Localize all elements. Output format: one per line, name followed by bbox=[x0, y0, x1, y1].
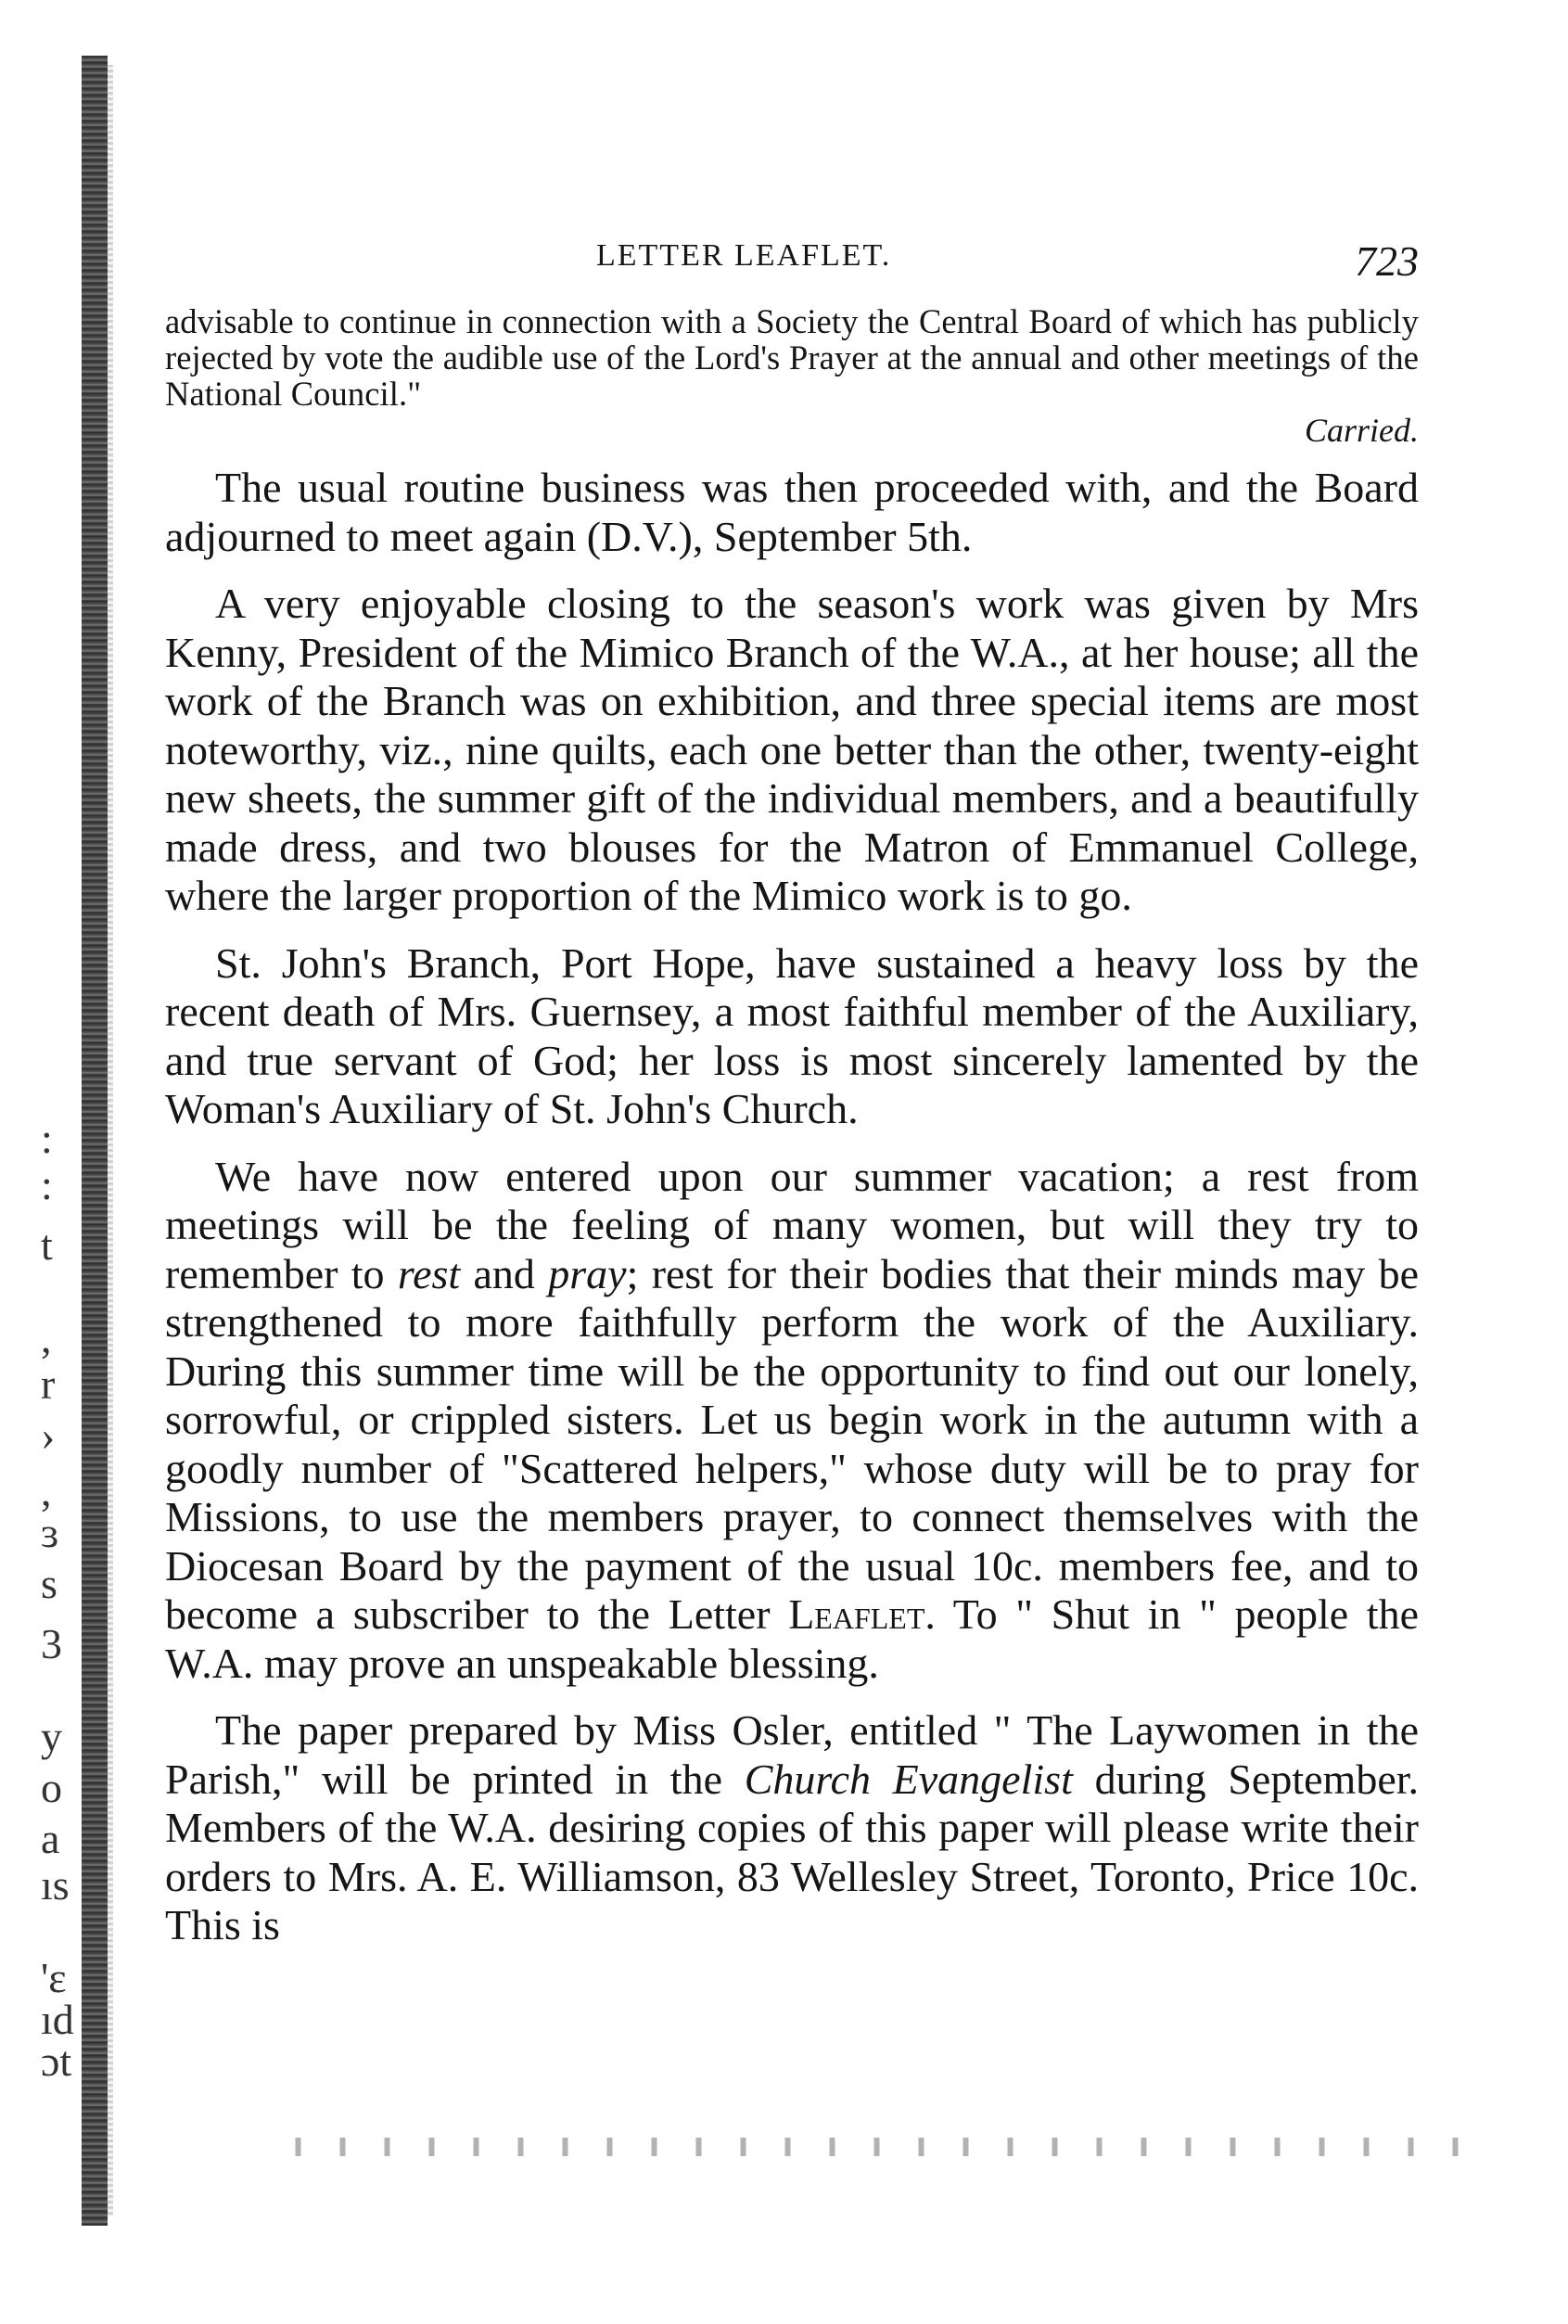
text-run: ; rest for their bodies that their minds may be strengthened to more faithfully perform the work of the Auxiliary. During this summer time will be the opportunity to find out our lonely, sorrowful, or crippled sisters. Let us begin work in the autumn with a goodly number of "Scattered helpers," whose duty will be to pray for Missions, to use the members prayer, to connect themselves with the Diocesan Board by the payment of the usual 10c. members fee, and to become a subscriber to the Letter bbox=[165, 1249, 1420, 1638]
running-title: LETTER LEAFLET. bbox=[596, 238, 892, 273]
margin-letter: , bbox=[41, 1467, 52, 1514]
margin-letter: t bbox=[41, 1221, 53, 1269]
paragraph-routine-business: The usual routine business was then proceeded with, and the Board adjourned to meet again (D.V.), September 5th. bbox=[165, 464, 1419, 560]
resolution-quote: advisable to continue in connection with a Society the Central Board of which has publicly rejected by vote the audible use of the Lord's Prayer at the annual and other meetings of the National Council." bbox=[165, 302, 1419, 413]
margin-letter: r bbox=[41, 1360, 56, 1408]
text-run: To " Shut in " people the W.A. may prove an unspeakable blessing. bbox=[165, 1590, 1420, 1687]
paragraph-miss-osler-paper bbox=[165, 1706, 1419, 1950]
page-number: 723 bbox=[1355, 237, 1419, 285]
paragraph-mimico-branch: A very enjoyable closing to the season's work was given by Mrs Kenny, President of the Mimico Branch of the W.A., at her house; all the work of the Branch was on exhibition, and three special items are most noteworthy, viz., nine quilts, each one better than the other, twenty-eight new sheets, the summer gift of the individual members, and a beautifully made dress, and two blouses for the Matron of Emmanuel College, where the larger proportion of the Mimico work is to go. bbox=[165, 580, 1419, 919]
paragraph-st-johns-branch: St. John's Branch, Port Hope, have sustained a heavy loss by the recent death of Mrs. Guernsey, a most faithful member of the Auxiliary, and true servant of God; her loss is most sincerely lamented by the Woman's Auxiliary of St. John's Church. bbox=[165, 939, 1419, 1132]
text-run-italic: rest bbox=[397, 1249, 461, 1297]
text-run: during September. Members of the W.A. desiring copies of this paper will please write their orders to Mrs. A. E. Williamson, 83 Wellesley Street, Toronto, Price 10c. This is bbox=[165, 1755, 1420, 1948]
paragraph-summer-vacation bbox=[165, 1153, 1419, 1689]
margin-letter: : bbox=[41, 1115, 53, 1162]
gutter-edge bbox=[108, 65, 113, 2216]
margin-letter: 'ɛ bbox=[41, 1954, 67, 2001]
margin-letter: y bbox=[41, 1713, 62, 1760]
text-run: We have now entered upon our summer vacation; a rest from meetings will be the feeling of many women, but will they try to remember to bbox=[165, 1152, 1419, 1297]
margin-letter: o bbox=[41, 1764, 62, 1811]
text-run: and bbox=[473, 1249, 535, 1297]
text-run-smallcaps: Leaflet. bbox=[788, 1590, 936, 1638]
margin-letter: ıs bbox=[41, 1861, 70, 1909]
page-body bbox=[165, 236, 1419, 1950]
margin-letter: ɔt bbox=[41, 2037, 72, 2085]
text-run-italic: Church Evangelist bbox=[744, 1755, 1073, 1803]
margin-letter: s bbox=[41, 1560, 57, 1607]
running-header bbox=[165, 236, 1419, 292]
scan-noise-footer bbox=[278, 2138, 1465, 2156]
margin-letter: , bbox=[41, 1314, 52, 1361]
margin-letter: ɜ bbox=[41, 1509, 59, 1556]
text-run-italic: pray bbox=[548, 1249, 627, 1297]
facing-page-margin bbox=[0, 0, 74, 2324]
carried-note: Carried. bbox=[1304, 412, 1419, 449]
book-spine-shadow bbox=[82, 56, 108, 2226]
margin-letter: : bbox=[41, 1161, 53, 1208]
margin-letter: a bbox=[41, 1815, 60, 1862]
margin-letter: 3 bbox=[41, 1620, 62, 1667]
text-run: The paper prepared by Miss Osler, entitled " The Laywomen in the Parish," will be printed in the bbox=[165, 1706, 1419, 1803]
margin-letter: › bbox=[41, 1411, 56, 1459]
margin-letter: ıd bbox=[41, 1996, 74, 2043]
